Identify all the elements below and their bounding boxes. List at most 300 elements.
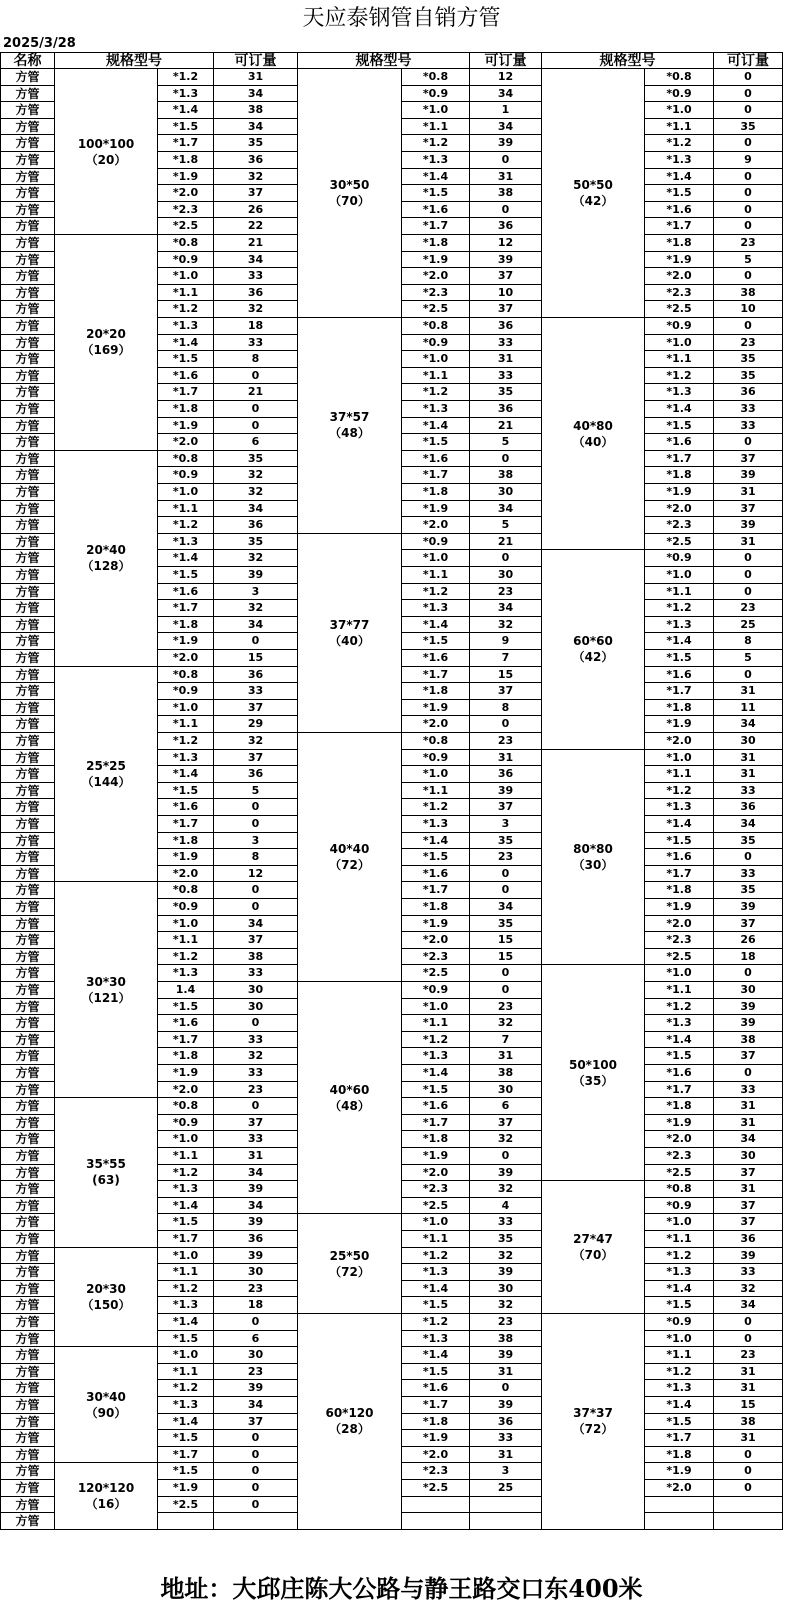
- thickness-cell: *0.9: [158, 467, 214, 484]
- thickness-cell: *1.2: [402, 799, 470, 816]
- quantity-cell: 32: [214, 600, 298, 617]
- thickness-cell: *1.2: [645, 999, 714, 1016]
- quantity-cell: 35: [470, 833, 542, 850]
- quantity-cell: 38: [214, 949, 298, 966]
- row-name: 方管: [0, 517, 55, 534]
- row-name: 方管: [0, 633, 55, 650]
- thickness-cell: *1.3: [158, 86, 214, 103]
- quantity-cell: 33: [714, 401, 783, 418]
- quantity-cell: 0: [714, 135, 783, 152]
- spec-total: （28）: [329, 1422, 370, 1437]
- thickness-cell: *2.5: [158, 218, 214, 235]
- quantity-cell: 0: [714, 1447, 783, 1464]
- thickness-cell: *1.3: [402, 816, 470, 833]
- thickness-cell: *2.3: [402, 949, 470, 966]
- quantity-cell: 33: [714, 1082, 783, 1099]
- thickness-cell: *1.1: [402, 567, 470, 584]
- quantity-cell: 9: [470, 633, 542, 650]
- row-name: 方管: [0, 733, 55, 750]
- spec-size-cell: [55, 451, 158, 667]
- quantity-cell: 31: [714, 1181, 783, 1198]
- row-name: 方管: [0, 384, 55, 401]
- quantity-cell: 36: [470, 1414, 542, 1431]
- thickness-cell: *1.6: [402, 202, 470, 219]
- thickness-cell: *1.6: [158, 584, 214, 601]
- thickness-cell: *1.4: [158, 1198, 214, 1215]
- quantity-cell: 5: [470, 517, 542, 534]
- quantity-cell: [714, 1513, 783, 1530]
- row-name: 方管: [0, 202, 55, 219]
- thickness-cell: *2.0: [158, 1082, 214, 1099]
- quantity-cell: 0: [214, 401, 298, 418]
- thickness-cell: *2.0: [645, 733, 714, 750]
- quantity-cell: 15: [470, 949, 542, 966]
- thickness-cell: *1.6: [402, 1098, 470, 1115]
- thickness-cell: *1.5: [645, 1414, 714, 1431]
- spec-size-cell: [542, 750, 645, 966]
- thickness-cell: *1.9: [158, 169, 214, 186]
- quantity-cell: 31: [470, 351, 542, 368]
- thickness-cell: *1.8: [645, 882, 714, 899]
- thickness-cell: *1.9: [645, 1463, 714, 1480]
- thickness-cell: *1.2: [158, 1380, 214, 1397]
- thickness-cell: *1.2: [645, 1248, 714, 1265]
- thickness-cell: *2.0: [645, 916, 714, 933]
- quantity-cell: 0: [470, 982, 542, 999]
- thickness-cell: *1.3: [645, 799, 714, 816]
- row-name: 方管: [0, 1447, 55, 1464]
- thickness-cell: *1.7: [645, 218, 714, 235]
- quantity-cell: 30: [214, 1264, 298, 1281]
- quantity-cell: 0: [714, 268, 783, 285]
- quantity-cell: 21: [214, 235, 298, 252]
- quantity-cell: 38: [214, 102, 298, 119]
- thickness-cell: *1.8: [645, 467, 714, 484]
- thickness-cell: *1.3: [158, 1181, 214, 1198]
- spec-size-cell: [55, 1248, 158, 1348]
- thickness-cell: *1.6: [645, 1065, 714, 1082]
- thickness-cell: *1.4: [158, 102, 214, 119]
- quantity-cell: 0: [714, 1331, 783, 1348]
- quantity-cell: 6: [470, 1098, 542, 1115]
- page-title: 天应泰钢管自销方管: [302, 6, 501, 31]
- thickness-cell: *2.5: [402, 965, 470, 982]
- thickness-cell: *2.0: [645, 501, 714, 518]
- spec-size-cell: [55, 667, 158, 883]
- quantity-cell: 0: [714, 1314, 783, 1331]
- spec-size-cell: [55, 1098, 158, 1247]
- thickness-cell: *1.8: [158, 833, 214, 850]
- quantity-cell: 23: [214, 1082, 298, 1099]
- row-name: 方管: [0, 1331, 55, 1348]
- quantity-cell: 0: [214, 816, 298, 833]
- thickness-cell: *1.8: [645, 1447, 714, 1464]
- quantity-cell: 32: [470, 1297, 542, 1314]
- quantity-cell: 31: [214, 1148, 298, 1165]
- thickness-cell: *1.1: [402, 368, 470, 385]
- spec-total: （128）: [81, 559, 131, 574]
- thickness-cell: *0.9: [402, 750, 470, 767]
- thickness-cell: [402, 1497, 470, 1514]
- quantity-cell: 30: [714, 733, 783, 750]
- thickness-cell: *1.8: [402, 1131, 470, 1148]
- quantity-cell: 35: [714, 368, 783, 385]
- quantity-cell: 33: [214, 965, 298, 982]
- spec-size-cell: [542, 318, 645, 550]
- thickness-cell: *1.1: [645, 119, 714, 136]
- quantity-cell: 38: [470, 1065, 542, 1082]
- quantity-cell: 34: [214, 617, 298, 634]
- spec-size: 37*37: [573, 1406, 613, 1421]
- row-name: 方管: [0, 1098, 55, 1115]
- row-name: 方管: [0, 1148, 55, 1165]
- thickness-cell: *1.8: [158, 1048, 214, 1065]
- quantity-cell: 0: [714, 102, 783, 119]
- quantity-cell: 8: [714, 633, 783, 650]
- spec-size-cell: [298, 1214, 402, 1314]
- quantity-cell: 33: [470, 335, 542, 352]
- thickness-cell: *1.5: [402, 434, 470, 451]
- thickness-cell: *1.2: [158, 69, 214, 86]
- quantity-cell: 10: [714, 301, 783, 318]
- thickness-cell: *0.9: [645, 318, 714, 335]
- thickness-cell: *0.9: [158, 1115, 214, 1132]
- quantity-cell: 0: [470, 882, 542, 899]
- thickness-cell: *1.2: [645, 135, 714, 152]
- quantity-cell: 36: [470, 218, 542, 235]
- quantity-cell: 0: [714, 169, 783, 186]
- quantity-cell: 32: [214, 301, 298, 318]
- spec-total: （42）: [572, 194, 614, 208]
- row-name: 方管: [0, 650, 55, 667]
- row-name: 方管: [0, 1181, 55, 1198]
- thickness-cell: *1.6: [645, 667, 714, 684]
- quantity-cell: 31: [714, 484, 783, 501]
- thickness-cell: *1.1: [158, 285, 214, 302]
- row-name: 方管: [0, 252, 55, 269]
- quantity-cell: 0: [214, 368, 298, 385]
- thickness-cell: *1.0: [158, 1131, 214, 1148]
- thickness-cell: *0.9: [158, 899, 214, 916]
- spec-size: 120*120: [77, 1481, 135, 1496]
- row-name: 方管: [0, 102, 55, 119]
- thickness-cell: *1.3: [402, 1264, 470, 1281]
- quantity-cell: 32: [470, 1248, 542, 1265]
- spec-size-cell: [298, 69, 402, 318]
- spec-size: 50*50: [573, 178, 613, 192]
- quantity-cell: 0: [714, 69, 783, 86]
- spec-size: 30*30: [86, 974, 126, 989]
- spec-size-cell: [55, 1463, 158, 1529]
- thickness-cell: *2.5: [645, 1165, 714, 1182]
- thickness-cell: *1.9: [158, 849, 214, 866]
- spec-total: （20）: [85, 152, 127, 167]
- quantity-cell: 39: [470, 252, 542, 269]
- thickness-cell: *1.7: [402, 1115, 470, 1132]
- thickness-cell: *1.4: [645, 401, 714, 418]
- thickness-cell: *1.3: [645, 1380, 714, 1397]
- quantity-cell: 18: [714, 949, 783, 966]
- quantity-cell: 31: [714, 1380, 783, 1397]
- header-spec: 规格型号: [55, 52, 214, 69]
- row-name: 方管: [0, 135, 55, 152]
- row-name: 方管: [0, 235, 55, 252]
- quantity-cell: 32: [214, 733, 298, 750]
- thickness-cell: *1.0: [158, 916, 214, 933]
- thickness-cell: *2.0: [158, 185, 214, 202]
- quantity-cell: 34: [714, 1297, 783, 1314]
- quantity-cell: 36: [214, 667, 298, 684]
- thickness-cell: [645, 1513, 714, 1530]
- quantity-cell: 33: [714, 866, 783, 883]
- thickness-cell: *1.0: [645, 335, 714, 352]
- quantity-cell: 32: [214, 467, 298, 484]
- spec-size-cell: [542, 1314, 645, 1530]
- thickness-cell: *1.5: [645, 650, 714, 667]
- row-name: 方管: [0, 816, 55, 833]
- thickness-cell: [645, 1497, 714, 1514]
- thickness-cell: *1.7: [645, 866, 714, 883]
- row-name: 方管: [0, 1414, 55, 1431]
- quantity-cell: 32: [214, 169, 298, 186]
- quantity-cell: 34: [470, 899, 542, 916]
- quantity-cell: 31: [470, 1364, 542, 1381]
- row-name: 方管: [0, 1248, 55, 1265]
- thickness-cell: *1.5: [645, 833, 714, 850]
- quantity-cell: 25: [470, 1480, 542, 1497]
- quantity-cell: 31: [470, 1447, 542, 1464]
- thickness-cell: *2.5: [645, 301, 714, 318]
- thickness-cell: *1.8: [402, 484, 470, 501]
- row-name: 方管: [0, 185, 55, 202]
- quantity-cell: 5: [470, 434, 542, 451]
- thickness-cell: *1.8: [645, 1098, 714, 1115]
- spec-total: （30）: [572, 857, 614, 872]
- quantity-cell: 0: [714, 86, 783, 103]
- quantity-cell: 3: [214, 584, 298, 601]
- row-name: 方管: [0, 1115, 55, 1132]
- thickness-cell: *1.0: [645, 567, 714, 584]
- spec-size: 25*25: [86, 758, 126, 773]
- row-name: 方管: [0, 268, 55, 285]
- quantity-cell: 0: [470, 866, 542, 883]
- spec-size: 20*20: [86, 327, 126, 342]
- thickness-cell: *2.3: [645, 285, 714, 302]
- thickness-cell: *1.9: [158, 1480, 214, 1497]
- quantity-cell: 22: [214, 218, 298, 235]
- thickness-cell: *1.2: [645, 1364, 714, 1381]
- quantity-cell: 37: [714, 1165, 783, 1182]
- row-name: 方管: [0, 899, 55, 916]
- row-name: 方管: [0, 999, 55, 1016]
- thickness-cell: *2.3: [158, 202, 214, 219]
- row-name: 方管: [0, 1480, 55, 1497]
- spec-size: 27*47: [573, 1232, 613, 1247]
- thickness-cell: *1.2: [158, 949, 214, 966]
- quantity-cell: 37: [470, 301, 542, 318]
- thickness-cell: *1.2: [158, 733, 214, 750]
- spec-size-cell: [542, 550, 645, 749]
- quantity-cell: 37: [470, 268, 542, 285]
- quantity-cell: 33: [214, 1131, 298, 1148]
- thickness-cell: *1.9: [645, 716, 714, 733]
- row-name: 方管: [0, 949, 55, 966]
- row-name: 方管: [0, 1513, 55, 1530]
- thickness-cell: *1.0: [158, 1347, 214, 1364]
- row-name: 方管: [0, 667, 55, 684]
- quantity-cell: 0: [714, 849, 783, 866]
- quantity-cell: 33: [714, 1264, 783, 1281]
- thickness-cell: *1.6: [402, 1380, 470, 1397]
- thickness-cell: *1.3: [645, 1264, 714, 1281]
- spec-size-cell: [298, 982, 402, 1214]
- row-name: 方管: [0, 1281, 55, 1298]
- row-name: 方管: [0, 401, 55, 418]
- quantity-cell: 39: [470, 1264, 542, 1281]
- quantity-cell: 32: [714, 1281, 783, 1298]
- thickness-cell: *1.9: [645, 1115, 714, 1132]
- thickness-cell: *1.9: [402, 700, 470, 717]
- thickness-cell: *1.4: [158, 550, 214, 567]
- thickness-cell: *0.8: [158, 235, 214, 252]
- quantity-cell: 35: [714, 119, 783, 136]
- row-name: 方管: [0, 1347, 55, 1364]
- spec-total: （48）: [329, 426, 370, 441]
- thickness-cell: *1.2: [645, 368, 714, 385]
- quantity-cell: 9: [714, 152, 783, 169]
- quantity-cell: 0: [214, 418, 298, 435]
- quantity-cell: 0: [214, 633, 298, 650]
- report-date: 2025/3/28: [3, 36, 76, 51]
- address-footer: 地址：大邱庄陈大公路与静王路交口东400米: [160, 1574, 643, 1603]
- spec-total: （121）: [81, 990, 131, 1005]
- quantity-cell: 32: [214, 1048, 298, 1065]
- quantity-cell: 0: [714, 218, 783, 235]
- row-name: 方管: [0, 484, 55, 501]
- row-name: 方管: [0, 1364, 55, 1381]
- thickness-cell: *1.6: [645, 849, 714, 866]
- thickness-cell: *1.5: [158, 567, 214, 584]
- row-name: 方管: [0, 451, 55, 468]
- thickness-cell: *1.1: [645, 351, 714, 368]
- header-spec: 规格型号: [298, 52, 470, 69]
- thickness-cell: *2.5: [645, 534, 714, 551]
- quantity-cell: 31: [470, 1048, 542, 1065]
- quantity-cell: 36: [214, 766, 298, 783]
- row-name: 方管: [0, 1198, 55, 1215]
- thickness-cell: *0.8: [645, 1181, 714, 1198]
- quantity-cell: 34: [714, 816, 783, 833]
- quantity-cell: 0: [714, 185, 783, 202]
- thickness-cell: *2.3: [645, 517, 714, 534]
- quantity-cell: 35: [470, 384, 542, 401]
- thickness-cell: *1.1: [158, 1148, 214, 1165]
- thickness-cell: *0.8: [645, 69, 714, 86]
- thickness-cell: *1.2: [402, 384, 470, 401]
- quantity-cell: 33: [714, 418, 783, 435]
- quantity-cell: 0: [214, 899, 298, 916]
- quantity-cell: 30: [714, 982, 783, 999]
- quantity-cell: 30: [470, 1082, 542, 1099]
- thickness-cell: *1.1: [645, 1231, 714, 1248]
- thickness-cell: *1.3: [645, 617, 714, 634]
- quantity-cell: 31: [470, 169, 542, 186]
- inventory-table: [0, 52, 803, 1572]
- thickness-cell: *1.0: [158, 1248, 214, 1265]
- quantity-cell: 0: [470, 152, 542, 169]
- thickness-cell: *0.9: [645, 1314, 714, 1331]
- thickness-cell: *0.9: [402, 982, 470, 999]
- quantity-cell: 36: [470, 401, 542, 418]
- thickness-cell: *1.4: [402, 1347, 470, 1364]
- thickness-cell: *2.0: [402, 517, 470, 534]
- spec-total: （35）: [572, 1073, 614, 1088]
- thickness-cell: *1.6: [402, 866, 470, 883]
- quantity-cell: 36: [714, 384, 783, 401]
- row-name: 方管: [0, 600, 55, 617]
- quantity-cell: 37: [714, 451, 783, 468]
- row-name: 方管: [0, 1380, 55, 1397]
- thickness-cell: *1.7: [402, 218, 470, 235]
- quantity-cell: 18: [214, 1297, 298, 1314]
- row-name: 方管: [0, 1231, 55, 1248]
- quantity-cell: 21: [470, 534, 542, 551]
- quantity-cell: 0: [214, 1480, 298, 1497]
- quantity-cell: 0: [714, 1480, 783, 1497]
- spec-size: 50*100: [568, 1057, 618, 1072]
- row-name: 方管: [0, 550, 55, 567]
- thickness-cell: [402, 1513, 470, 1530]
- row-name: 方管: [0, 750, 55, 767]
- thickness-cell: *1.2: [402, 1032, 470, 1049]
- thickness-cell: *1.1: [645, 766, 714, 783]
- thickness-cell: *1.2: [158, 517, 214, 534]
- row-name: 方管: [0, 617, 55, 634]
- thickness-cell: *1.7: [158, 600, 214, 617]
- quantity-cell: 39: [214, 1380, 298, 1397]
- thickness-cell: *1.9: [402, 1430, 470, 1447]
- thickness-cell: *2.0: [402, 716, 470, 733]
- row-name: 方管: [0, 1082, 55, 1099]
- thickness-cell: *2.0: [158, 650, 214, 667]
- thickness-cell: *1.5: [645, 418, 714, 435]
- row-name: 方管: [0, 965, 55, 982]
- spec-size-cell: [298, 1314, 402, 1530]
- quantity-cell: 38: [470, 185, 542, 202]
- quantity-cell: 37: [470, 799, 542, 816]
- quantity-cell: 15: [714, 1397, 783, 1414]
- thickness-cell: *1.5: [158, 1463, 214, 1480]
- thickness-cell: *1.5: [158, 351, 214, 368]
- thickness-cell: *1.7: [645, 683, 714, 700]
- quantity-cell: 21: [214, 384, 298, 401]
- quantity-cell: 37: [714, 916, 783, 933]
- quantity-cell: 0: [214, 1314, 298, 1331]
- thickness-cell: *1.3: [402, 600, 470, 617]
- thickness-cell: *1.1: [402, 1231, 470, 1248]
- thickness-cell: *1.1: [402, 783, 470, 800]
- row-name: 方管: [0, 1048, 55, 1065]
- row-name: 方管: [0, 69, 55, 86]
- quantity-cell: [470, 1497, 542, 1514]
- quantity-cell: 32: [214, 550, 298, 567]
- quantity-cell: 6: [214, 1331, 298, 1348]
- thickness-cell: *1.5: [402, 633, 470, 650]
- quantity-cell: 33: [470, 1214, 542, 1231]
- row-name: 方管: [0, 882, 55, 899]
- quantity-cell: [214, 1513, 298, 1530]
- row-name: 方管: [0, 1264, 55, 1281]
